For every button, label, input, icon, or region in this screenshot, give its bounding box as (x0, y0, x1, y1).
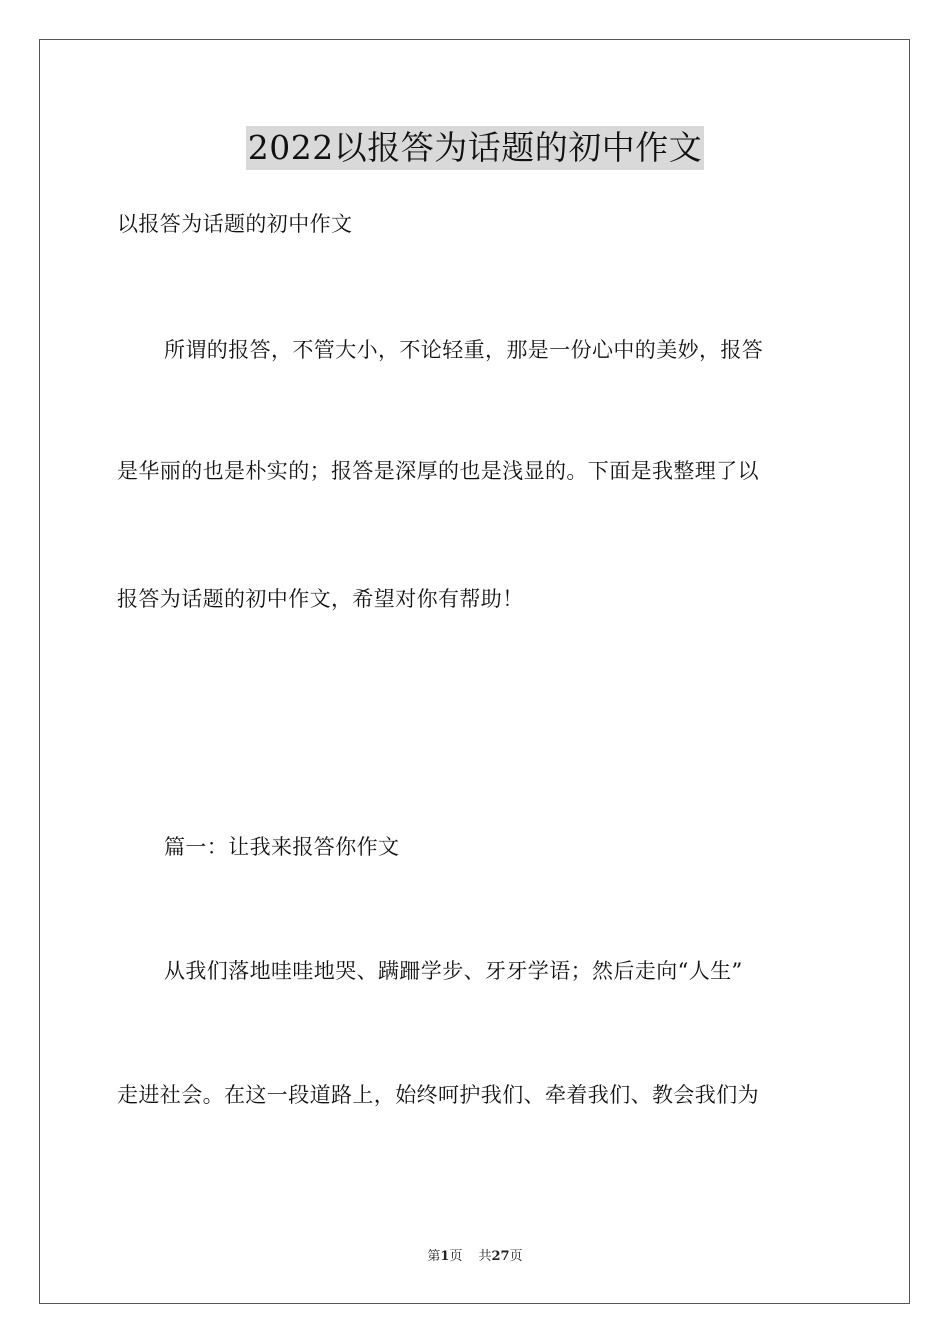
page-footer (0, 1249, 950, 1265)
total-pages: 27 (491, 1249, 510, 1264)
document-title-text: 2022以报答为话题的初中作文 (246, 126, 704, 170)
paragraph-intro-line-1: 所谓的报答，不管大小，不论轻重，那是一份心中的美妙，报答 (164, 338, 764, 362)
paragraph-intro-line-2: 是华丽的也是朴实的；报答是深厚的也是浅显的。下面是我整理了以 (117, 459, 759, 483)
page-suffix: 页 (449, 1249, 463, 1264)
paragraph-body-line-1: 从我们落地哇哇地哭、蹒跚学步、牙牙学语；然后走向“人生” (164, 959, 743, 983)
total-suffix: 页 (509, 1249, 523, 1264)
page-number: 1 (440, 1249, 450, 1264)
paragraph-body-line-2: 走进社会。在这一段道路上，始终呵护我们、牵着我们、教会我们为 (117, 1083, 759, 1107)
document-title (0, 126, 950, 170)
section-heading-part-one: 篇一：让我来报答你作文 (164, 835, 400, 859)
document-subtitle: 以报答为话题的初中作文 (117, 212, 353, 236)
page-prefix: 第 (427, 1249, 441, 1264)
paragraph-intro-line-3: 报答为话题的初中作文，希望对你有帮助！ (117, 587, 524, 611)
total-prefix: 共 (478, 1249, 492, 1264)
